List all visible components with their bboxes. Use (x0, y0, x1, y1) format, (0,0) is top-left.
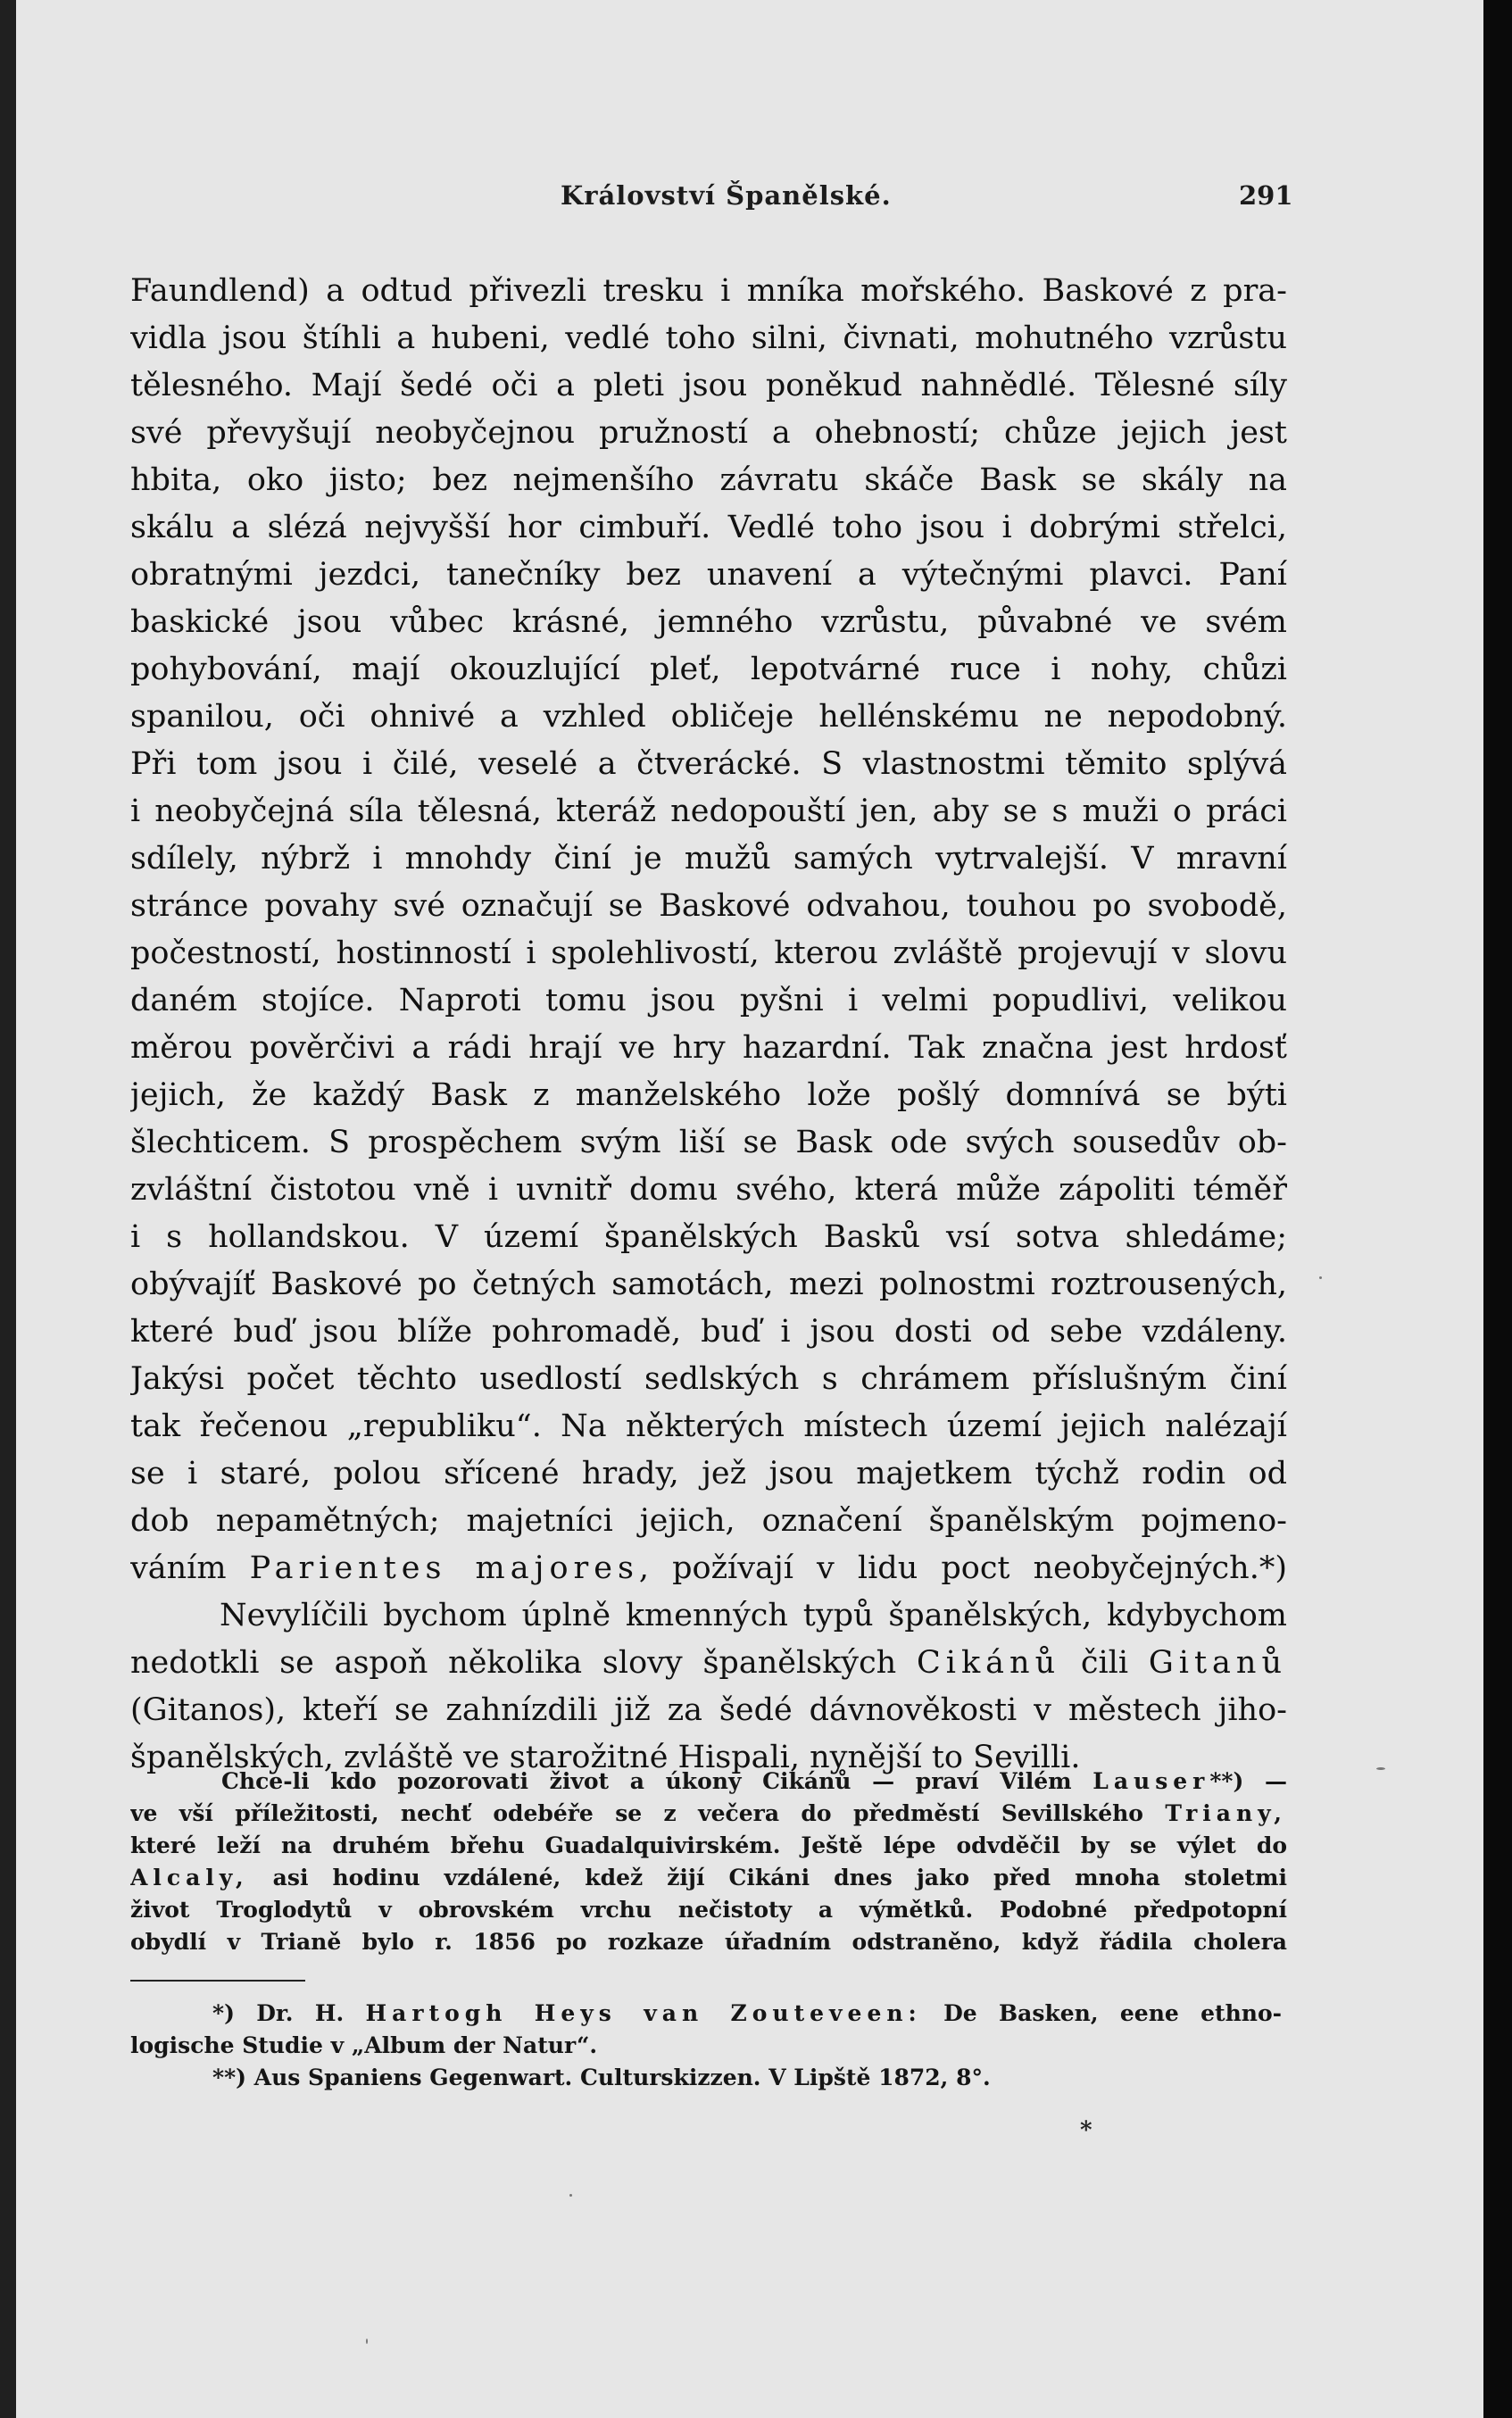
body-line: vidla jsou štíhli a hubeni, vedlé toho silni, čivnati, mohutného vzrůstu (130, 320, 1287, 356)
footnote-rule (130, 1980, 305, 1982)
scan-speck (366, 2339, 368, 2344)
body-line: skálu a slézá nejvyšší hor cimbuří. Vedlé toho jsou i dobrými střelci, (130, 510, 1287, 545)
body-line-cikanu (130, 1640, 1287, 1686)
signature-mark: * (1080, 2117, 1092, 2144)
body-line: jejich, že každý Bask z manželského lože pošlý domnívá se býti (130, 1077, 1287, 1113)
text-run: Chce-li kdo pozorovati život a úkony Cikánů — praví Vilém (221, 1768, 1093, 1794)
body-line: šlechticem. S prospěchem svým liší se Bask ode svých sousedův ob- (130, 1125, 1287, 1160)
footnote-1 (212, 1998, 1282, 2030)
note-line (130, 1798, 1287, 1830)
body-line: tak řečenou „republiku“. Na některých místech území jejich nalézají (130, 1408, 1287, 1444)
scan-right-edge (1483, 0, 1512, 2418)
body-line: dob nepamětných; majetníci jejich, označení španělským pojmeno- (130, 1503, 1287, 1539)
text-run: *) Dr. H. (212, 2000, 366, 2026)
body-line: baskické jsou vůbec krásné, jemného vzrůstu, půvabné ve svém (130, 604, 1287, 640)
text-run: **) — (1209, 1768, 1287, 1794)
body-line: Při tom jsou i čilé, veselé a čtverácké. S vlastnostmi těmito splývá (130, 746, 1287, 782)
note-line (221, 1766, 1287, 1798)
body-line: Faundlend) a odtud přivezli tresku i mníka mořského. Baskové z pra- (130, 273, 1287, 309)
text-run: De Basken, eene ethno- (921, 2000, 1282, 2026)
body-line: obratnými jezdci, tanečníky bez unavení a výtečnými plavci. Paní (130, 557, 1287, 593)
text-run: váním (130, 1550, 250, 1586)
footnote-1-cont: logische Studie v „Album der Natur“. (130, 2032, 598, 2058)
body-line: které buď jsou blíže pohromadě, buď i jsou dosti od sebe vzdáleny. (130, 1314, 1287, 1350)
body-line: (Gitanos), kteří se zahnízdili již za šedé dávnověkosti v městech jiho- (130, 1692, 1287, 1728)
footnote-2: **) Aus Spaniens Gegenwart. Culturskizzen. V Lipště 1872, 8°. (212, 2065, 991, 2090)
body-line: měrou pověrčivi a rádi hrají ve hry hazardní. Tak značna jest hrdosť (130, 1030, 1287, 1066)
body-line: své převyšují neobyčejnou pružností a ohebností; chůze jejich jest (130, 415, 1287, 451)
running-head: Království Španělské. (561, 180, 892, 211)
spaced-name: Lauser (1092, 1768, 1210, 1794)
note-line: obydlí v Trianě bylo r. 1856 po rozkaze úřadním odstraněno, když řádila cholera (130, 1929, 1287, 1955)
spaced-name: Hartogh Heys van Zouteveen: (365, 2000, 922, 2026)
body-line: i s hollandskou. V území španělských Basků vsí sotva shledáme; (130, 1219, 1287, 1255)
scan-speck (1319, 1276, 1322, 1279)
body-line: obývajíť Baskové po četných samotách, mezi polnostmi roztrousených, (130, 1267, 1287, 1302)
spaced-name: Alcaly, (130, 1865, 249, 1890)
spaced-name: Triany, (1165, 1800, 1287, 1826)
note-line (130, 1862, 1287, 1894)
body-line: zvláštní čistotou vně i uvnitř domu svého, která může zápoliti téměř (130, 1172, 1287, 1208)
text-run: čili (1060, 1645, 1149, 1681)
body-line-last: španělských, zvláště ve starožitné Hispali, nynější to Sevilli. (130, 1740, 1081, 1775)
body-line: daném stojíce. Naproti tomu jsou pyšni i velmi popudlivi, velikou (130, 983, 1287, 1018)
scan-speck (569, 2194, 572, 2197)
body-line-paragraph-start: Nevylíčili bychom úplně kmenných typů španělských, kdybychom (220, 1598, 1287, 1633)
body-line: se i staré, polou sřícené hrady, jež jsou majetkem týchž rodin od (130, 1456, 1287, 1492)
body-line: sdílely, nýbrž i mnohdy činí je mužů samých vytrvalejší. V mravní (130, 841, 1287, 877)
body-line: pohybování, mají okouzlující pleť, lepotvárné ruce i nohy, chůzi (130, 652, 1287, 687)
book-page (16, 0, 1483, 2418)
body-line: počestností, hostinností i spolehlivostí, kterou zvláště projevují v slovu (130, 935, 1287, 971)
scan-speck (1376, 1767, 1385, 1770)
spaced-term: Cikánů (916, 1645, 1061, 1681)
text-run: ve vší příležitosti, nechť odebéře se z večera do předměstí Sevillského (130, 1800, 1166, 1826)
body-line: stránce povahy své označují se Baskové odvahou, touhou po svobodě, (130, 888, 1287, 924)
note-line: život Troglodytů v obrovském vrchu nečistoty a výmětků. Podobné předpotopní (130, 1897, 1287, 1923)
text-run: asi hodinu vzdálené, kdež žijí Cikáni dnes jako před mnoha stoletmi (248, 1865, 1287, 1890)
body-line: Jakýsi počet těchto usedlostí sedlských s chrámem příslušným činí (130, 1361, 1287, 1397)
spaced-term: Gitanů (1148, 1645, 1287, 1681)
body-line-parientes (130, 1545, 1287, 1591)
body-line: i neobyčejná síla tělesná, kteráž nedopouští jen, aby se s muži o práci (130, 794, 1287, 829)
scan-left-edge (0, 0, 16, 2418)
spaced-term: Parientes majores (249, 1550, 639, 1586)
note-line: které leží na druhém břehu Guadalquivirském. Ještě lépe odvděčil by se výlet do (130, 1832, 1287, 1858)
body-line: spanilou, oči ohnivé a vzhled obličeje hellénskému ne nepodobný. (130, 699, 1287, 735)
page-number: 291 (1239, 180, 1293, 211)
body-line: hbita, oko jisto; bez nejmenšího závratu skáče Bask se skály na (130, 462, 1287, 498)
text-run: nedotkli se aspoň několika slovy španělských (130, 1645, 917, 1681)
text-run: , požívají v lidu poct neobyčejných.*) (638, 1550, 1287, 1586)
body-line: tělesného. Mají šedé oči a pleti jsou poněkud nahnědlé. Tělesné síly (130, 368, 1287, 403)
